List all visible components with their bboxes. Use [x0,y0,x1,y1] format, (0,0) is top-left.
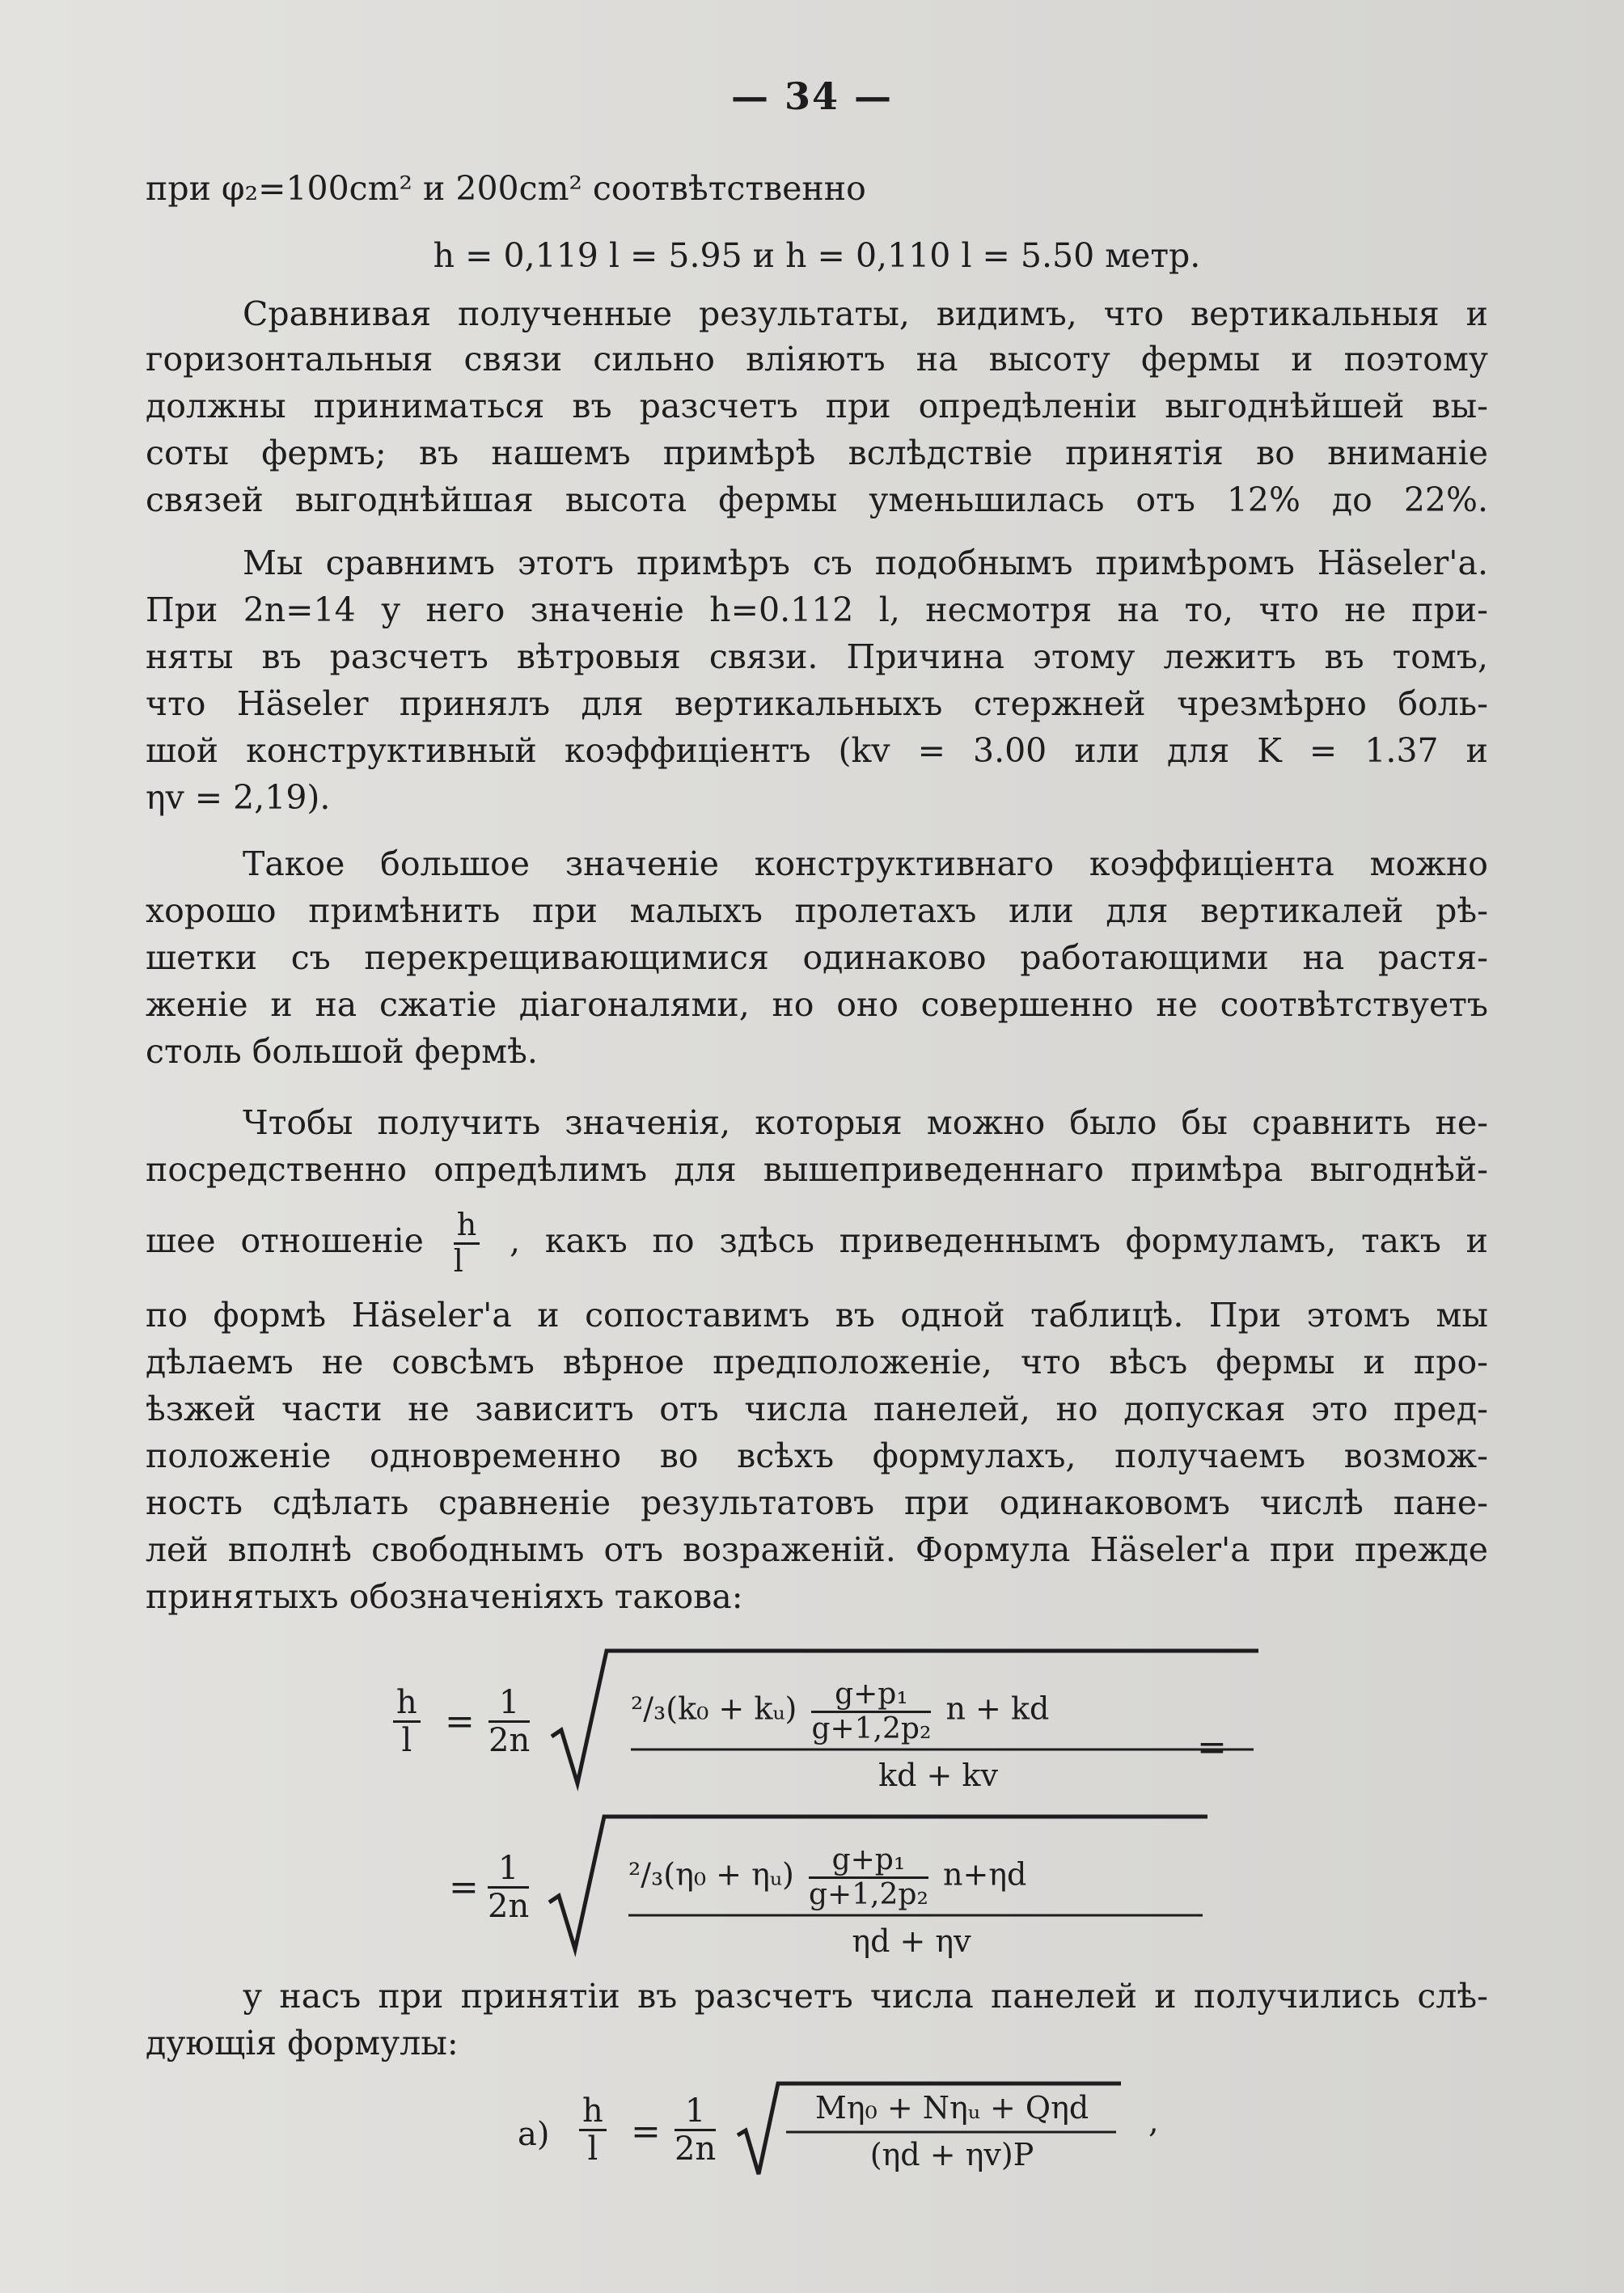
load-fraction [809,1844,928,1910]
fraction-denominator: 2n [675,2130,717,2168]
lhs-fraction [579,2093,607,2167]
text-line: Такое большое значеніе конструктивнаго коэффиціента можно [243,844,1488,883]
coefficient-fraction [488,1851,529,1924]
text-line: дующія формулы: [146,2024,459,2062]
text-line: дѣлаемъ не совсѣмъ вѣрное предположеніе, что вѣсъ фермы и про- [146,1343,1488,1381]
text-line: ηv = 2,19). [146,778,331,817]
fraction-numerator: 1 [488,1685,530,1723]
trailing-equals-sign: = [1197,1727,1227,1768]
text-line: у насъ при принятіи въ разсчетъ числа панелей и получились слѣ- [243,1977,1488,2016]
text-line: Мы сравнимъ этотъ примѣръ съ подобнымъ примѣромъ Häseler'a. [243,544,1488,582]
radicand-numerator: Mη₀ + Nηᵤ + Qηd [814,2090,1089,2126]
text-line: Чтобы получить значенія, которыя можно было бы сравнить не- [243,1103,1488,1142]
text-line: связей выгоднѣйшая высота фермы уменьшилась отъ 12% до 22%. [146,480,1488,519]
formula-a [518,2079,1245,2184]
text-line: должны приниматься въ разсчетъ при опредѣленіи выгоднѣйшей вы- [146,387,1488,425]
fraction-numerator: g+p₁ [811,1678,931,1713]
fraction-numerator: 1 [488,1851,529,1889]
numerator-prefix: ²/₃(k₀ + kᵤ) [631,1690,797,1727]
trailing-comma: , [1148,2103,1159,2140]
fraction-numerator: g+p₁ [809,1844,928,1879]
radicand-numerator [631,1678,1245,1745]
text-line: лей вполнѣ свободнымъ отъ возраженій. Формула Häseler'a при прежде [146,1530,1488,1569]
formula-label: a) [518,2116,550,2153]
fraction-numerator: h [579,2093,607,2131]
fraction-denominator: g+1,2p₂ [808,1877,928,1911]
text-line: Сравнивая полученные результаты, видимъ, что вертикальныя и [243,294,1488,333]
radicand-denominator: ηd + ηv [852,1923,971,1959]
text-line: при φ₂=100cm² и 200cm² соотвѣтственно [146,169,866,208]
text-line: по формѣ Häseler'a и сопоставимъ въ одной таблицѣ. При этомъ мы [146,1296,1488,1335]
equals-sign: = [449,1867,479,1908]
text-line: При 2n=14 у него значеніе h=0.112 l, несмотря на то, что не при- [146,590,1488,629]
text-line: h = 0,119 l = 5.95 и h = 0,110 l = 5.50 метр. [433,236,1201,275]
text-line: шетки съ перекрещивающимися одинаково работающими на растя- [146,938,1488,977]
text-line: столь большой фермѣ. [146,1032,538,1071]
text-line: ность сдѣлать сравненіе результатовъ при одинаковомъ числѣ пане- [146,1483,1488,1522]
fraction-denominator: g+1,2p₂ [811,1711,932,1745]
load-fraction [811,1678,931,1745]
numerator-suffix: n+ηd [942,1856,1027,1893]
coefficient-fraction [675,2093,716,2167]
numerator-prefix: ²/₃(η₀ + ηᵤ) [628,1856,794,1893]
fraction-numerator: 1 [675,2093,716,2131]
radicand-numerator [628,1844,1195,1910]
text-fragment: шее отношеніе [146,1221,424,1260]
radicand-denominator: kd + kv [878,1758,998,1793]
text-line: ѣзжей части не зависитъ отъ числа панелей, но допуская это пред- [146,1390,1488,1428]
fraction-denominator: l [587,2130,598,2168]
text-line: шой конструктивный коэффиціентъ (kv = 3.00 или для K = 1.37 и [146,731,1488,770]
fraction-denominator: 2n [488,1722,531,1759]
lhs-fraction [393,1685,421,1758]
fraction-numerator: h [393,1685,421,1723]
text-line: горизонтальныя связи сильно вліяютъ на высоту фермы и поэтому [146,340,1488,379]
text-line: положеніе одновременно во всѣхъ формулахъ, получаемъ возмож- [146,1436,1488,1475]
text-line: принятыхъ обозначеніяхъ такова: [146,1577,743,1616]
fraction-denominator: l [453,1243,463,1279]
text-line: посредственно опредѣлимъ для вышеприведеннаго примѣра выгоднѣй- [146,1150,1488,1189]
fraction-numerator: h [454,1208,480,1245]
haseler-formula-line-2 [449,1812,1217,1974]
coefficient-fraction [488,1685,530,1758]
fraction-denominator: 2n [488,1888,530,1925]
numerator-suffix: n + kd [945,1690,1050,1727]
inline-fraction [454,1208,480,1279]
text-line: что Häseler принялъ для вертикальныхъ стержней чрезмѣрно боль- [146,684,1488,723]
equals-sign: = [445,1701,475,1742]
text-line: хорошо примѣнить при малыхъ пролетахъ или для вертикалей рѣ- [146,891,1488,930]
radicand-denominator: (ηd + ηv)P [869,2137,1034,2172]
text-fragment: , какъ по здѣсь приведеннымъ формуламъ, такъ и [510,1221,1488,1260]
fraction-denominator: l [401,1722,412,1759]
equals-sign: = [631,2111,661,2152]
text-line: соты фермъ; въ нашемъ примѣрѣ вслѣдствіе принятія во вниманіе [146,434,1488,472]
text-line-with-fraction [146,1207,1488,1279]
text-line: женіе и на сжатіе діагоналями, но оно совершенно не соотвѣтствуетъ [146,985,1488,1024]
page-number: — 34 — [730,74,894,118]
text-line: няты въ разсчетъ вѣтровыя связи. Причина этому лежитъ въ томъ, [146,637,1488,676]
haseler-formula-line-1 [388,1646,1245,1808]
